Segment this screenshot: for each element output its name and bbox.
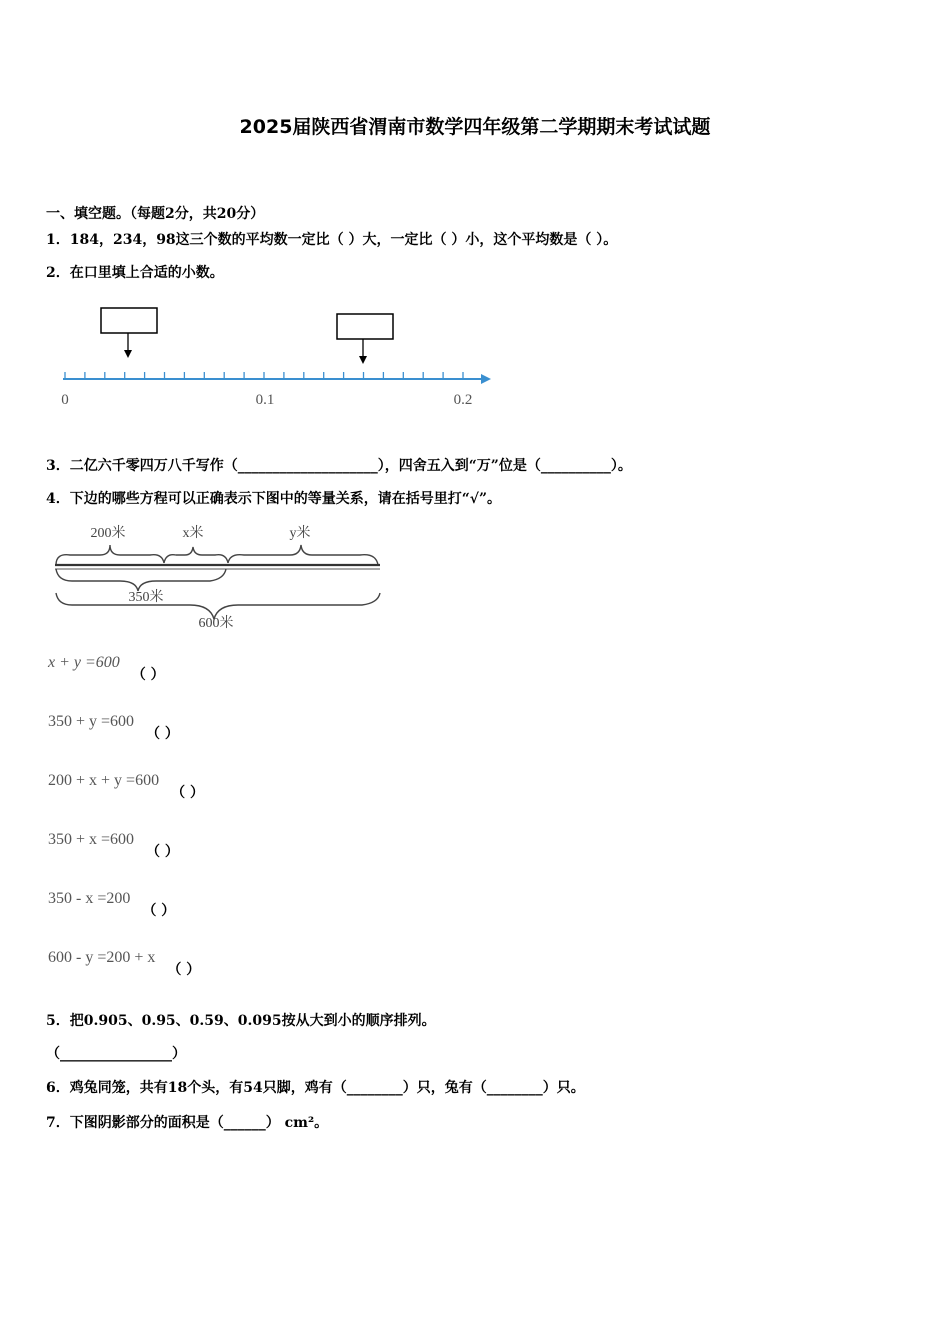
equation-4: 350 + x =600（ ） <box>48 831 179 860</box>
question-4: 4．下边的哪些方程可以正确表示下图中的等量关系，请在括号里打“√”。 <box>46 491 502 507</box>
page-title: 2025届陕西省渭南市数学四年级第二学期期末考试试题 <box>239 116 711 138</box>
check-bracket-6[interactable]: （ ） <box>167 962 201 978</box>
label-y-m: y米 <box>289 526 311 541</box>
question-5-answer[interactable]: （________________） <box>46 1046 186 1062</box>
label-600m: 600米 <box>198 616 234 631</box>
axis-label-0.2: 0.2 <box>453 392 473 408</box>
answer-box-1[interactable] <box>101 308 157 333</box>
section-heading: 一、填空题。（每题2分，共20分） <box>46 206 265 222</box>
label-x-m: x米 <box>182 526 204 541</box>
equation-5: 350 - x =200（ ） <box>48 890 176 919</box>
check-bracket-1[interactable]: （ ） <box>131 667 165 683</box>
segment-diagram <box>50 515 390 635</box>
equation-3: 200 + x + y =600（ ） <box>48 772 204 801</box>
axis-arrow-icon <box>481 374 491 384</box>
equation-6: 600 - y =200 + x（ ） <box>48 949 201 978</box>
number-line-figure <box>55 300 505 415</box>
check-bracket-5[interactable]: （ ） <box>142 903 176 919</box>
axis-label-0: 0 <box>61 392 69 408</box>
answer-box-2[interactable] <box>337 314 393 339</box>
question-2: 2．在口里填上合适的小数。 <box>46 265 224 281</box>
label-350m: 350米 <box>128 590 164 605</box>
equation-1: x + y =600（ ） <box>48 654 165 683</box>
check-bracket-3[interactable]: （ ） <box>171 785 204 801</box>
question-5: 5．把0.905、0.95、0.59、0.095按从大到小的顺序排列。 <box>46 1013 436 1029</box>
check-bracket-4[interactable]: （ ） <box>146 844 179 860</box>
question-6: 6．鸡兔同笼，共有18个头，有54只脚，鸡有（________）只，兔有（________）只。 <box>46 1080 585 1096</box>
label-200m: 200米 <box>90 526 126 541</box>
axis-label-0.1: 0.1 <box>255 392 275 408</box>
question-7: 7．下图阴影部分的面积是（______） cm²。 <box>46 1115 329 1131</box>
equation-2: 350 + y =600（ ） <box>48 713 179 742</box>
check-bracket-2[interactable]: （ ） <box>146 726 179 742</box>
question-3: 3．二亿六千零四万八千写作（____________________），四舍五入到“万”位是（__________）。 <box>46 458 632 474</box>
question-1: 1．184，234，98这三个数的平均数一定比（ ）大，一定比（ ）小，这个平均数是（ ）。 <box>46 232 618 248</box>
